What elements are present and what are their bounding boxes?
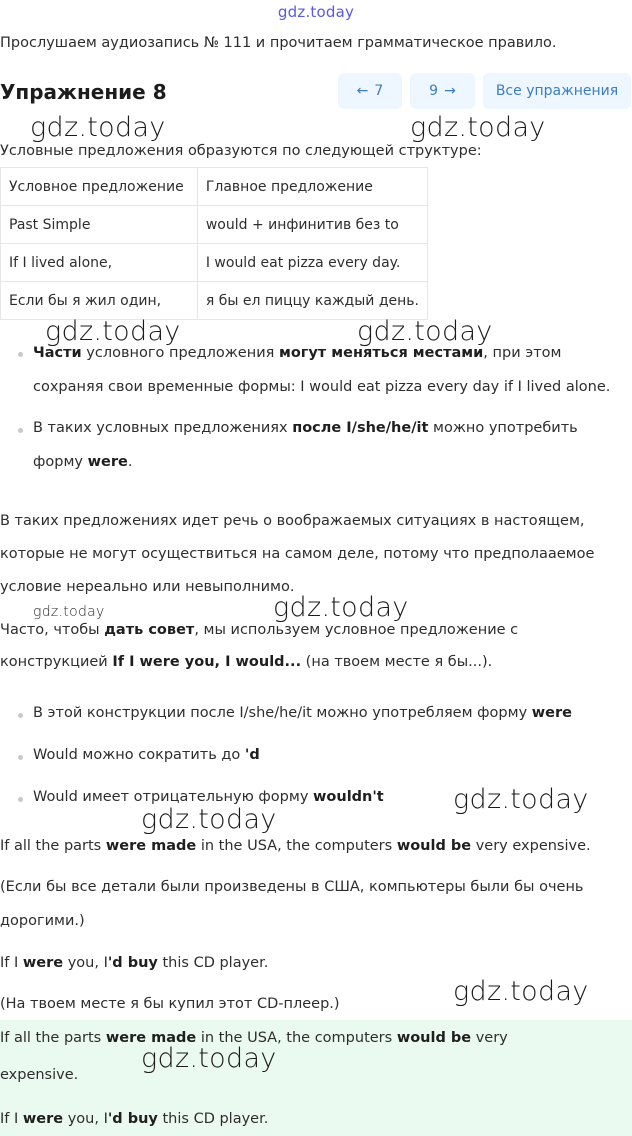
watermark: gdz.today xyxy=(410,112,546,143)
arrow-right-icon: → xyxy=(444,83,456,99)
bullet-dot xyxy=(18,713,23,718)
table-cell: Условное предложение xyxy=(1,168,198,206)
bullet-dot xyxy=(18,755,23,760)
paragraph-line: В таких предложениях идет речь о воображаемых ситуациях в настоящем, xyxy=(0,513,585,529)
all-exercises-label: Все упражнения xyxy=(495,83,619,99)
exercise-title: Упражнение 8 xyxy=(0,80,167,104)
example-translation: (Если бы все детали были произведены в США, компьютеры были бы очень xyxy=(0,879,584,895)
prev-exercise-button[interactable] xyxy=(338,73,402,109)
watermark: gdz.today xyxy=(45,316,181,347)
example-sentence: If all the parts were made in the USA, the computers would be very expensive. xyxy=(0,838,591,854)
paragraph-line: Часто, чтобы дать совет, мы используем условное предложение с xyxy=(0,622,519,638)
list-item: Would можно сократить до 'd xyxy=(33,747,260,763)
table-row xyxy=(1,282,428,320)
watermark: gdz.today xyxy=(141,804,277,835)
watermark: gdz.today xyxy=(141,1043,277,1074)
table-cell: Past Simple xyxy=(1,206,198,244)
table-cell: Если бы я жил один, xyxy=(1,282,198,320)
paragraph-line: которые не могут осуществиться на самом деле, потому что предполааемое xyxy=(0,546,595,562)
watermark: gdz.today xyxy=(33,604,105,620)
watermark: gdz.today xyxy=(30,112,166,143)
bullet-dot xyxy=(18,352,23,357)
all-exercises-button[interactable] xyxy=(483,73,631,109)
table-row xyxy=(1,168,428,206)
arrow-left-icon: ← xyxy=(356,83,369,99)
watermark: gdz.today xyxy=(273,592,409,623)
example-translation: дорогими.) xyxy=(0,913,85,929)
table-row xyxy=(1,206,428,244)
answer-sentence-continuation: expensive. xyxy=(0,1067,79,1083)
answer-sentence: If all the parts were made in the USA, the computers would be very xyxy=(0,1030,508,1046)
watermark: gdz.today xyxy=(357,316,493,347)
table-row xyxy=(1,244,428,282)
structure-table xyxy=(0,167,428,320)
table-cell: would + инфинитив без to xyxy=(197,206,427,244)
table-cell: Главное предложение xyxy=(197,168,427,206)
table-cell: я бы ел пиццу каждый день. xyxy=(197,282,427,320)
list-item: Would имеет отрицательную форму wouldn't xyxy=(33,789,384,805)
paragraph-line: конструкцией If I were you, I would... (на твоем месте я бы...). xyxy=(0,654,493,670)
answer-sentence: If I were you, I'd buy this CD player. xyxy=(0,1111,269,1127)
site-watermark: gdz.today xyxy=(277,3,355,21)
list-item: В этой конструкции после I/she/he/it можно употребляем форму were xyxy=(33,705,572,721)
list-item-continuation: сохраняя свои временные формы: I would eat pizza every day if I lived alone. xyxy=(33,379,611,395)
example-translation: (На твоем месте я бы купил этот CD-плеер.) xyxy=(0,996,340,1012)
paragraph-line: условие нереально или невыполнимо. xyxy=(0,579,295,595)
watermark: gdz.today xyxy=(453,976,589,1007)
structure-caption: Условные предложения образуются по следующей структуре: xyxy=(0,143,482,159)
bullet-dot xyxy=(18,797,23,802)
intro-text: Прослушаем аудиозапись № 111 и прочитаем грамматическое правило. xyxy=(0,35,557,51)
table-cell: If I lived alone, xyxy=(1,244,198,282)
list-item-continuation: форму were. xyxy=(33,454,133,470)
bullet-dot xyxy=(18,428,23,433)
table-cell: I would eat pizza every day. xyxy=(197,244,427,282)
example-sentence: If I were you, I'd buy this CD player. xyxy=(0,955,269,971)
next-exercise-button[interactable] xyxy=(410,73,475,109)
list-item: В таких условных предложениях после I/she/he/it можно употребить xyxy=(33,420,578,436)
prev-exercise-label: 7 xyxy=(374,83,384,99)
next-exercise-label: 9 xyxy=(429,83,439,99)
watermark: gdz.today xyxy=(453,784,589,815)
list-item: Части условного предложения могут меняться местами, при этом xyxy=(33,345,562,361)
